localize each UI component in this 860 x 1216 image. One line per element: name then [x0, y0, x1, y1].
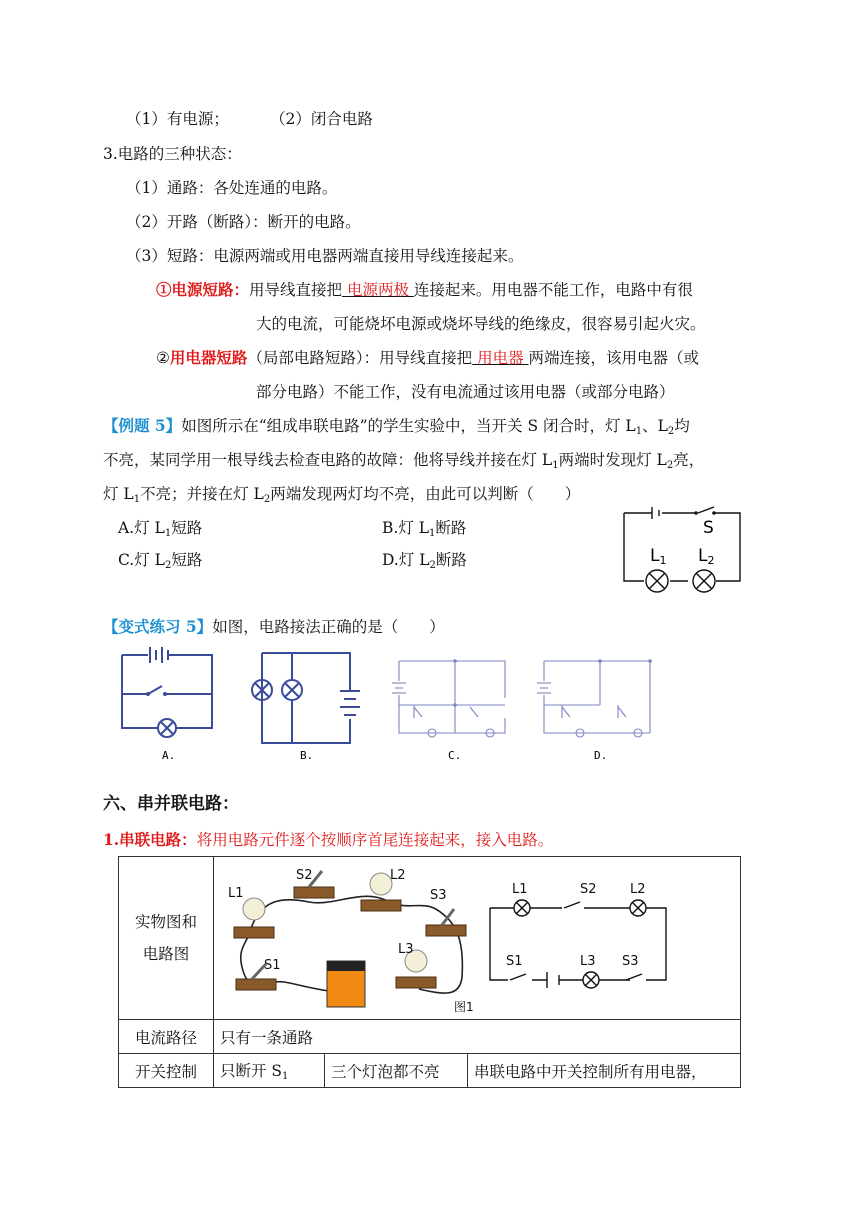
sub: 2	[429, 560, 436, 571]
switch-label: S	[703, 518, 714, 538]
text: ②	[156, 349, 170, 367]
table-row	[119, 857, 741, 1020]
text: B.灯 L	[382, 519, 430, 537]
text: 不亮；并接在灯 L	[140, 485, 264, 503]
text: 2	[707, 554, 715, 567]
sub: 1	[552, 460, 559, 471]
text: 只断开 S	[220, 1062, 283, 1080]
sub: 1	[133, 494, 141, 505]
photo-label-l2: L2	[390, 868, 406, 883]
blank-answer-2: 用电器	[472, 349, 529, 367]
photo-label-l3: L3	[398, 942, 414, 957]
text: 断路	[435, 551, 467, 569]
state-open: （2）开路（断路）：断开的电路。	[126, 213, 361, 231]
figure-label-d: D.	[594, 749, 608, 762]
section-six-title: 六、串并联电路：	[103, 794, 239, 814]
series-circuit-table	[118, 856, 741, 1088]
device-short-line2: 部分电路）不能工作，没有电流通过该用电器（或部分电路）	[256, 383, 675, 401]
example5-line2	[103, 449, 704, 477]
condition-2: （2）闭合电路	[270, 110, 373, 128]
table-row	[119, 1054, 741, 1088]
option-d[interactable]	[382, 549, 467, 577]
text: 电路图	[142, 945, 190, 963]
text: 两端时发现灯 L	[558, 451, 667, 469]
row-head-figure	[119, 857, 214, 1020]
text: 如图所示在“组成串联电路”的学生实验中，当开关 S 闭合时，灯 L	[181, 417, 636, 435]
source-short-tag: ①电源短路：	[156, 280, 250, 299]
condition-1: （1）有电源；	[126, 110, 229, 128]
source-short-line2: 大的电流，可能烧坏电源或烧坏导线的绝缘皮，很容易引起火灾。	[256, 315, 706, 333]
series-label: 1.串联电路：	[103, 830, 197, 849]
switch-conclusion-cell: 串联电路中开关控制所有用电器，	[468, 1054, 741, 1088]
text: L	[650, 546, 660, 566]
text: 实物图和	[134, 913, 197, 931]
series-text: 将用电路元件逐个按顺序首尾连接起来，接入电路。	[196, 831, 554, 849]
series-circuit-figure	[214, 857, 740, 1015]
variant5-line	[103, 616, 445, 638]
state-closed: （1）通路：各处连通的电路。	[126, 179, 338, 197]
schematic-label-s1: S1	[506, 954, 523, 969]
sub: 1	[429, 528, 436, 539]
photo-label-s2: S2	[296, 868, 313, 883]
blank-answer-1: 电源两极	[342, 281, 414, 299]
text: 短路	[171, 519, 203, 537]
text: D.灯 L	[382, 551, 430, 569]
text: 1	[659, 554, 667, 567]
text: （局部电路短路）：用导线直接把	[247, 349, 473, 367]
text: 不亮，某同学用一根导线去检查电路的故障：他将导线并接在灯 L	[103, 451, 553, 469]
figure-label-b: B.	[300, 749, 314, 762]
sub: 2	[666, 460, 674, 471]
figure-label-a: A.	[162, 749, 176, 762]
photo-label-s1: S1	[264, 958, 281, 973]
row-head-current-path: 电流路径	[119, 1020, 214, 1054]
text: 两端连接，该用电器（或	[528, 349, 700, 367]
text: C.灯 L	[118, 551, 165, 569]
sub: 1	[635, 426, 643, 437]
text: 如图，电路接法正确的是（ ）	[212, 618, 445, 636]
text: L	[698, 546, 708, 566]
variant5-circuit-figures	[112, 643, 672, 765]
sub: 2	[263, 494, 271, 505]
example5-tag: 【例题 5】	[103, 416, 182, 435]
figure-cell	[214, 857, 741, 1020]
example5-line1	[103, 415, 690, 443]
schematic-label-l1: L1	[512, 882, 528, 897]
sub: 2	[667, 426, 675, 437]
example5-circuit-figure	[618, 503, 746, 595]
schematic-label-s3: S3	[622, 954, 639, 969]
lamp-label-l1	[650, 546, 666, 567]
series-definition	[103, 829, 553, 851]
schematic-label-l3: L3	[580, 954, 596, 969]
text: 亮，	[673, 451, 705, 469]
text: 两端发现两灯均不亮，由此可以判断（ ）	[270, 485, 581, 503]
sub: 1	[282, 1071, 289, 1082]
table-row	[119, 1020, 741, 1054]
text: 均	[674, 417, 690, 435]
switch-result-cell: 三个灯泡都不亮	[325, 1054, 468, 1088]
photo-label-l1: L1	[228, 886, 244, 901]
heading-three-states: 3.电路的三种状态：	[103, 145, 242, 163]
text: 用导线直接把	[249, 281, 343, 299]
schematic-label-l2: L2	[630, 882, 646, 897]
option-a[interactable]	[118, 517, 202, 545]
text: 连接起来。用电器不能工作，电路中有很	[413, 281, 693, 299]
schematic-label-s2: S2	[580, 882, 597, 897]
text: 短路	[171, 551, 203, 569]
example5-line3	[103, 483, 580, 511]
option-c[interactable]	[118, 549, 202, 577]
figure-label-c: C.	[448, 749, 462, 762]
source-short-line1	[156, 279, 693, 301]
text: A.灯 L	[118, 519, 165, 537]
option-b[interactable]	[382, 517, 466, 545]
switch-case-cell	[214, 1054, 325, 1088]
sub: 1	[164, 528, 172, 539]
text: 、L	[642, 417, 668, 435]
figure-caption: 图1	[454, 1000, 474, 1014]
row-head-switch-control: 开关控制	[119, 1054, 214, 1088]
photo-label-s3: S3	[430, 888, 447, 903]
device-short-tag: 用电器短路	[169, 348, 248, 367]
state-short: （3）短路：电源两端或用电器两端直接用导线连接起来。	[126, 247, 524, 265]
sub: 2	[164, 560, 172, 571]
current-path-value: 只有一条通路	[214, 1020, 741, 1054]
device-short-line1	[156, 347, 699, 369]
variant5-tag: 【变式练习 5】	[103, 617, 213, 636]
lamp-label-l2	[698, 546, 714, 567]
text: 断路	[435, 519, 467, 537]
text: 灯 L	[103, 485, 134, 503]
